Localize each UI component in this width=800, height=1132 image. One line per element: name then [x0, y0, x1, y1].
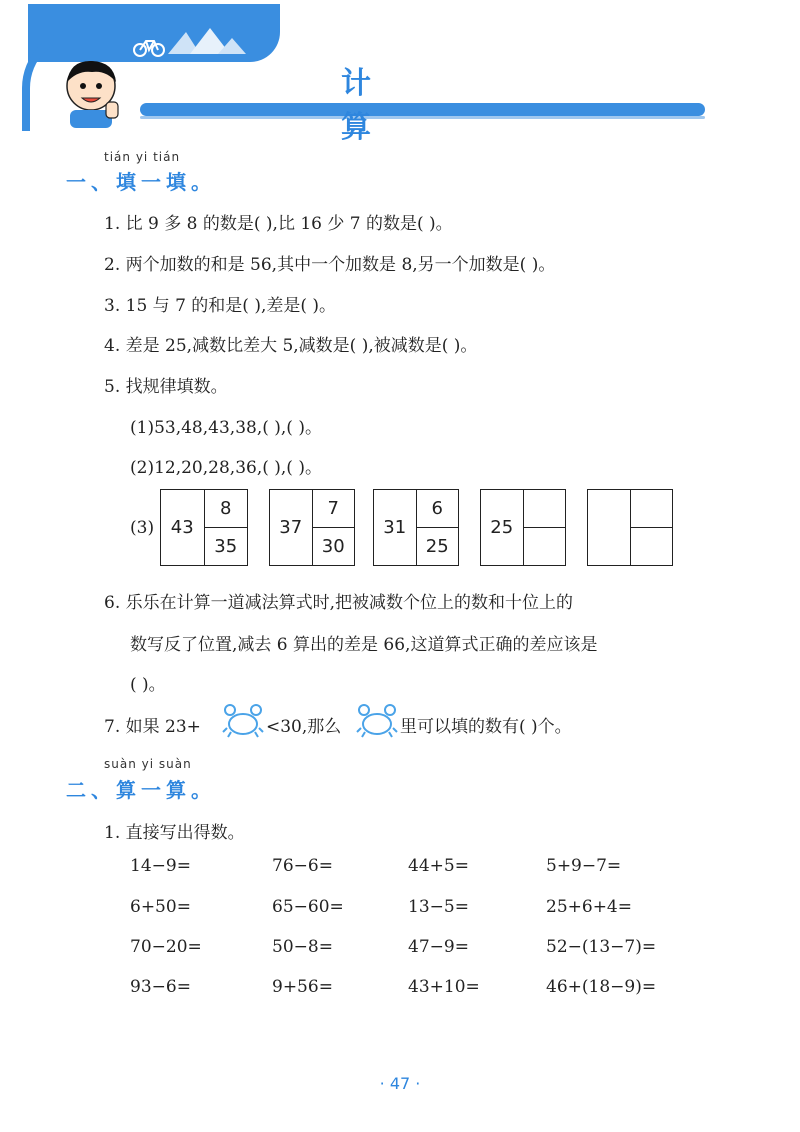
page-title: 计 算: [341, 66, 419, 145]
question-5: 5. 找规律填数。: [104, 377, 228, 397]
box-bottom: [524, 528, 566, 565]
section2-heading: 二、算一算。: [66, 778, 216, 802]
box-left: 31: [374, 490, 417, 565]
boy-mascot-icon: [58, 56, 128, 128]
calc-item: 65−60=: [272, 897, 344, 917]
mountain-icon: [168, 26, 248, 56]
question-5-1: (1)53,48,43,38,( ),( )。: [130, 418, 322, 438]
calc-item: 25+6+4=: [546, 897, 632, 917]
number-box: [160, 489, 248, 566]
question-7-part-a: 7. 如果 23+: [104, 717, 201, 737]
calc-item: 52−(13−7)=: [546, 937, 657, 957]
box-left: 25: [481, 490, 524, 565]
box-bottom: 25: [425, 536, 449, 557]
section2-pinyin: suàn yi suàn: [104, 757, 192, 771]
question-3: 3. 15 与 7 的和是( ),差是( )。: [104, 296, 337, 316]
calc-item: 13−5=: [408, 897, 469, 917]
box-left: 43: [161, 490, 205, 565]
page-number: · 47 ·: [379, 1074, 421, 1093]
section1-heading: 一、填一填。: [66, 170, 216, 194]
question-1: 1. 比 9 多 8 的数是( ),比 16 少 7 的数是( )。: [104, 214, 453, 234]
calc-item: 76−6=: [272, 856, 333, 876]
question-6-line1: 6. 乐乐在计算一道减法算式时,把被减数个位上的数和十位上的: [104, 593, 574, 613]
question-7-part-b: <30,那么: [266, 717, 342, 737]
calc-item: 50−8=: [272, 937, 333, 957]
calc-item: 93−6=: [130, 977, 191, 997]
box-top: [631, 490, 673, 528]
question-6-line2: 数写反了位置,减去 6 算出的差是 66,这道算式正确的差应该是: [130, 635, 598, 655]
box-bottom: 30: [321, 536, 345, 557]
calc-item: 43+10=: [408, 977, 480, 997]
calc-item: 5+9−7=: [546, 856, 622, 876]
question-4: 4. 差是 25,减数比差大 5,减数是( ),被减数是( )。: [104, 336, 478, 356]
bicycle-icon: [132, 36, 166, 58]
box-top: [524, 490, 566, 528]
question-5-3-label: (3): [130, 518, 155, 538]
box-bottom: 35: [214, 536, 238, 557]
number-box: [480, 489, 566, 566]
calc-item: 6+50=: [130, 897, 191, 917]
box-top: 7: [313, 490, 355, 528]
calc-item: 44+5=: [408, 856, 469, 876]
question-5-2: (2)12,20,28,36,( ),( )。: [130, 458, 322, 478]
question-6-line3: ( )。: [130, 675, 166, 695]
number-box: [373, 489, 459, 566]
question-7-part-c: 里可以填的数有( )个。: [400, 717, 572, 737]
crab-icon: [222, 702, 264, 738]
section2-question-1: 1. 直接写出得数。: [104, 823, 245, 843]
section1-pinyin: tián yi tián: [104, 150, 181, 164]
number-box: [269, 489, 355, 566]
calc-item: 70−20=: [130, 937, 202, 957]
box-left: [588, 490, 631, 565]
question-2: 2. 两个加数的和是 56,其中一个加数是 8,另一个加数是( )。: [104, 255, 556, 275]
crab-icon: [356, 702, 398, 738]
calc-item: 9+56=: [272, 977, 333, 997]
number-box: [587, 489, 673, 566]
calc-item: 14−9=: [130, 856, 191, 876]
box-top: 6: [417, 490, 459, 528]
calc-item: 46+(18−9)=: [546, 977, 657, 997]
calc-item: 47−9=: [408, 937, 469, 957]
box-bottom: [631, 528, 673, 565]
box-top: 8: [205, 490, 248, 528]
box-left: 37: [270, 490, 313, 565]
